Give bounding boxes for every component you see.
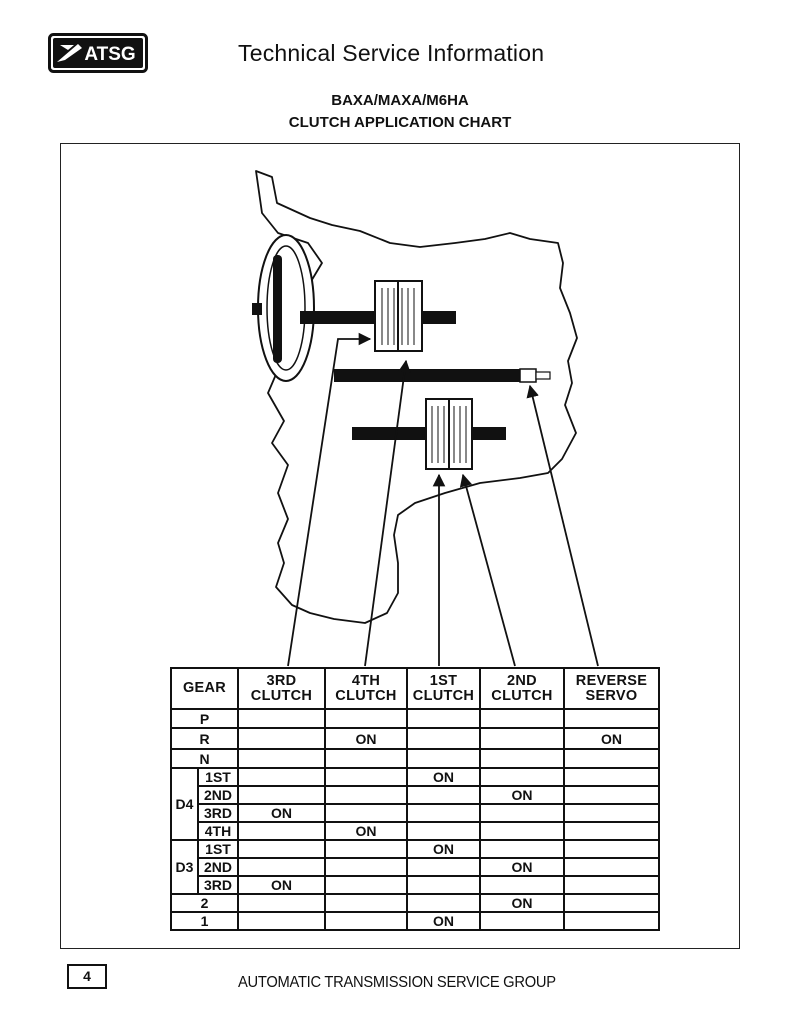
table-row [171,728,659,749]
table-cell [564,858,659,876]
table-cell [407,749,480,768]
table-cell [325,786,407,804]
header-2nd-clutch: 2ND CLUTCH [480,668,564,709]
header-reverse-servo: REVERSE SERVO [564,668,659,709]
reverse-shaft [334,369,520,382]
table-cell [480,876,564,894]
table-row [171,858,659,876]
table-cell: ON [564,728,659,749]
gear-cell: 1ST [198,840,238,858]
table-cell [564,912,659,930]
gear-cell: 3RD [198,804,238,822]
table-cell [564,804,659,822]
gear-cell: P [171,709,238,728]
gear-cell: N [171,749,238,768]
table-cell [564,768,659,786]
group-cell-d4: D4 [171,768,198,840]
gear-cell: 2ND [198,786,238,804]
footer-text: AUTOMATIC TRANSMISSION SERVICE GROUP [238,974,556,991]
table-cell: ON [325,728,407,749]
table-cell [325,749,407,768]
table-cell: ON [238,804,325,822]
gear-cell: R [171,728,238,749]
table-cell: ON [407,912,480,930]
table-cell [238,912,325,930]
table-cell [238,786,325,804]
table-cell: ON [325,822,407,840]
table-cell [480,768,564,786]
table-cell: ON [238,876,325,894]
gear-cell: 2 [171,894,238,912]
header-4th-clutch: 4TH CLUTCH [325,668,407,709]
document-title: BAXA/MAXA/M6HA [331,92,469,109]
table-cell [325,768,407,786]
table-cell [480,728,564,749]
table-cell [325,709,407,728]
table-cell [238,858,325,876]
table-cell [480,749,564,768]
table-cell [480,912,564,930]
arrow-reverse-servo [530,386,598,666]
table-cell [325,840,407,858]
gear-cell: 1 [171,912,238,930]
table-row [171,768,659,786]
table-cell: ON [480,858,564,876]
table-cell [407,728,480,749]
table-cell [480,709,564,728]
logo-text: ATSG [84,44,136,65]
table-cell [480,822,564,840]
table-cell [407,894,480,912]
header-1st-clutch: 1ST CLUTCH [407,668,480,709]
table-cell [238,822,325,840]
header-gear: GEAR [171,668,238,709]
table-row [171,894,659,912]
table-row [171,786,659,804]
gear-cell: 3RD [198,876,238,894]
table-row [171,709,659,728]
table-cell [564,822,659,840]
table-cell [564,876,659,894]
table-cell [407,858,480,876]
upper-clutch-pack [375,281,422,351]
table-cell: ON [480,894,564,912]
table-cell [325,894,407,912]
header-3rd-clutch: 3RD CLUTCH [238,668,325,709]
table-row [171,840,659,858]
atsg-logo [48,33,148,73]
table-row [171,822,659,840]
table-cell [564,840,659,858]
table-cell [564,709,659,728]
table-row [171,749,659,768]
table-row [171,912,659,930]
arrow-2nd-clutch [463,475,515,666]
table-cell [564,894,659,912]
table-cell [238,749,325,768]
clutch-application-table [170,667,660,931]
gear-cell: 1ST [198,768,238,786]
table-cell [407,822,480,840]
table-cell [407,876,480,894]
table-cell [238,840,325,858]
table-cell [407,804,480,822]
page-header-title: Technical Service Information [238,40,545,66]
table-cell: ON [407,768,480,786]
table-cell [238,709,325,728]
table-row [171,876,659,894]
lower-clutch-pack [426,399,472,469]
gear-cell: 2ND [198,858,238,876]
gear-cell: 4TH [198,822,238,840]
table-cell [480,840,564,858]
table-cell [480,804,564,822]
table-cell [564,749,659,768]
table-cell [407,709,480,728]
table-cell [325,876,407,894]
page-number: 4 [67,964,107,989]
table-cell [325,858,407,876]
table-cell [238,894,325,912]
table-cell [325,804,407,822]
table-cell [238,728,325,749]
table-cell [325,912,407,930]
document-subtitle: CLUTCH APPLICATION CHART [288,114,512,131]
table-cell: ON [480,786,564,804]
table-cell: ON [407,840,480,858]
table-cell [238,768,325,786]
table-row [171,804,659,822]
table-cell [407,786,480,804]
table-cell [564,786,659,804]
group-cell-d3: D3 [171,840,198,894]
